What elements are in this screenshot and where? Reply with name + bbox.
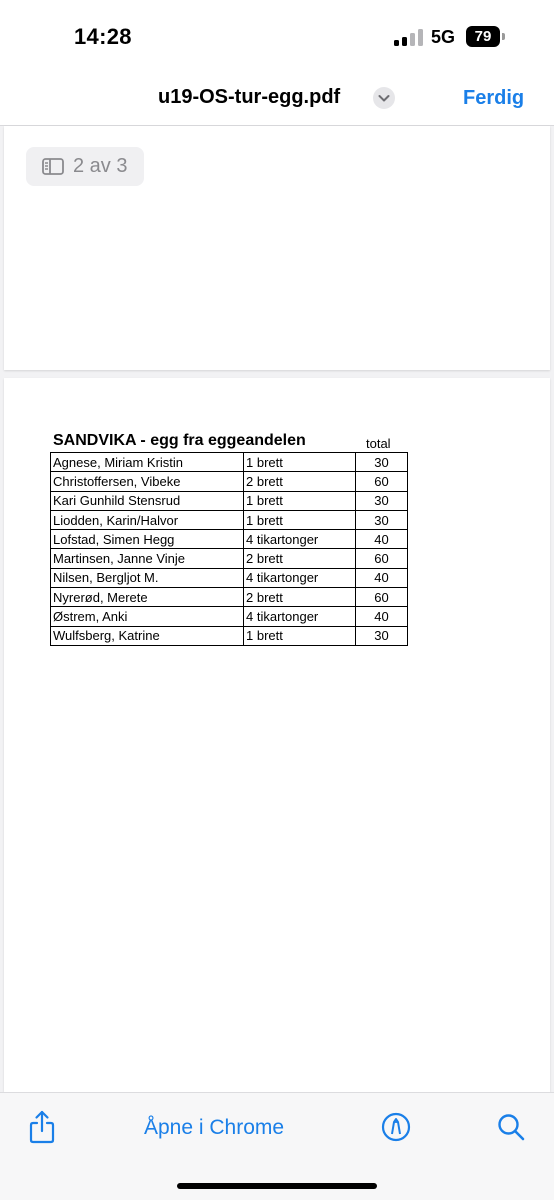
table-row [51,549,408,568]
cellular-signal-icon [394,29,424,46]
table-row [51,588,408,607]
share-icon[interactable] [28,1110,56,1144]
network-type: 5G [431,27,456,47]
document-title[interactable]: u19-OS-tur-egg.pdf [158,86,341,108]
table-row [51,607,408,626]
person-name-cell: Liodden, Karin/Halvor [51,510,244,529]
home-indicator[interactable] [177,1183,377,1189]
status-time: 14:28 [74,24,132,49]
total-cell: 40 [356,530,408,549]
amount-cell: 4 tikartonger [244,530,356,549]
markup-pen-icon[interactable] [381,1112,411,1142]
amount-cell: 2 brett [244,549,356,568]
total-cell: 30 [356,510,408,529]
table-row [51,530,408,549]
page-indicator[interactable] [26,147,144,186]
table-row [51,472,408,491]
sidebar-icon [42,158,64,175]
table-row [51,453,408,472]
table-row [51,510,408,529]
table-row [51,626,408,645]
total-cell: 40 [356,607,408,626]
total-cell: 30 [356,491,408,510]
open-in-chrome-button[interactable]: Åpne i Chrome [144,1116,285,1139]
amount-cell: 1 brett [244,491,356,510]
person-name-cell: Martinsen, Janne Vinje [51,549,244,568]
person-name-cell: Kari Gunhild Stensrud [51,491,244,510]
egg-table [50,452,408,646]
search-icon[interactable] [497,1113,525,1141]
amount-cell: 1 brett [244,453,356,472]
amount-cell: 4 tikartonger [244,568,356,587]
total-cell: 60 [356,588,408,607]
battery-tip [502,33,505,40]
table-row [51,491,408,510]
document-heading: SANDVIKA - egg fra eggeandelen [53,432,306,449]
total-column-header: total [366,436,391,451]
chevron-down-icon[interactable] [373,87,395,109]
battery-icon: 79 [466,26,500,47]
table-row [51,568,408,587]
person-name-cell: Wulfsberg, Katrine [51,626,244,645]
person-name-cell: Christoffersen, Vibeke [51,472,244,491]
total-cell: 40 [356,568,408,587]
total-cell: 30 [356,626,408,645]
total-cell: 60 [356,549,408,568]
page-indicator-label: 2 av 3 [73,155,128,177]
amount-cell: 1 brett [244,510,356,529]
total-cell: 30 [356,453,408,472]
amount-cell: 1 brett [244,626,356,645]
person-name-cell: Lofstad, Simen Hegg [51,530,244,549]
amount-cell: 2 brett [244,472,356,491]
amount-cell: 2 brett [244,588,356,607]
person-name-cell: Nyrerød, Merete [51,588,244,607]
person-name-cell: Nilsen, Bergljot M. [51,568,244,587]
total-cell: 60 [356,472,408,491]
person-name-cell: Agnese, Miriam Kristin [51,453,244,472]
person-name-cell: Østrem, Anki [51,607,244,626]
done-button[interactable]: Ferdig [463,87,525,109]
amount-cell: 4 tikartonger [244,607,356,626]
navigation-bar [0,70,554,126]
status-bar [0,0,554,70]
